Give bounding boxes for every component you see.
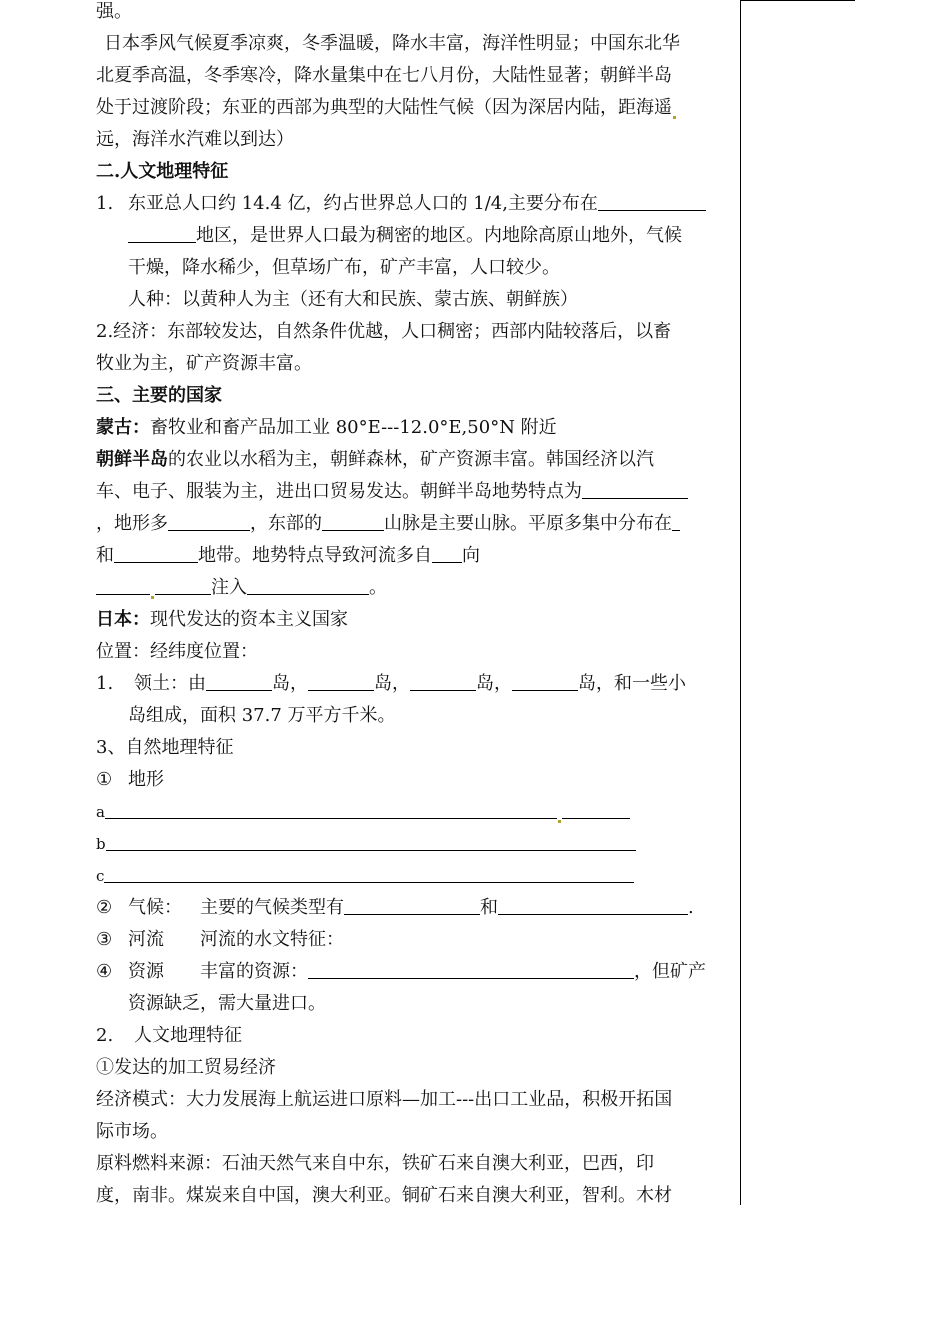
fill-blank[interactable] xyxy=(582,478,688,499)
marker-dot xyxy=(673,116,676,119)
text-line: 干燥，降水稀少，但草场广布，矿产丰富，人口较少。 xyxy=(128,257,560,278)
text-line: 车、电子、服装为主，进出口贸易发达。朝鲜半岛地势特点为 xyxy=(96,476,732,508)
text-line: 资源缺乏，需大量进口。 xyxy=(128,993,326,1014)
text-line: 际市场。 xyxy=(96,1121,168,1142)
document-body xyxy=(96,0,732,1212)
right-margin-rule xyxy=(740,0,741,1205)
text-line: ①发达的加工贸易经济 xyxy=(96,1057,276,1078)
text-line: 强。 xyxy=(96,1,132,22)
text-line: 岛组成，面积 37.7 万平方千米。 xyxy=(128,705,396,726)
fill-blank[interactable] xyxy=(96,574,150,595)
fill-blank[interactable] xyxy=(598,190,706,211)
text-line: 1. 领土：由 岛， 岛， 岛， 岛，和一些小 xyxy=(96,668,732,700)
section-heading: 三、主要的国家 xyxy=(96,385,222,406)
fill-blank[interactable] xyxy=(128,222,196,243)
fill-blank[interactable] xyxy=(322,510,384,531)
fill-blank[interactable] xyxy=(512,670,578,691)
text-line: 远，海洋水汽难以到达） xyxy=(96,129,294,150)
text-line: 和 地带。地势特点导致河流多自 向 xyxy=(96,540,732,572)
text-line: ④ 资源 丰富的资源： ，但矿产 xyxy=(96,956,732,988)
fill-blank[interactable] xyxy=(672,510,680,531)
fill-blank[interactable] xyxy=(308,958,634,979)
text-line: 朝鲜半岛的农业以水稻为主，朝鲜森林，矿产资源丰富。韩国经济以汽 xyxy=(96,449,654,470)
text-line: 位置：经纬度位置： xyxy=(96,641,258,662)
text-line: 1. 东亚总人口约 14.4 亿，约占世界总人口的 1/4,主要分布在 xyxy=(96,188,732,220)
text-line: ③ 河流 河流的水文特征： xyxy=(96,929,344,950)
text-line: 蒙古：畜牧业和畜产品加工业 80°E---12.0°E,50°N 附近 xyxy=(96,417,557,438)
text-line: 度，南非。煤炭来自中国，澳大利亚。铜矿石来自澳大利亚，智利。木材 xyxy=(96,1185,672,1206)
top-margin-rule xyxy=(740,0,855,1)
text-line: 人种：以黄种人为主（还有大和民族、蒙古族、朝鲜族） xyxy=(128,289,578,310)
section-heading: 2. 人文地理特征 xyxy=(96,1025,242,1046)
fill-blank[interactable] xyxy=(247,574,369,595)
answer-line-c: c xyxy=(96,860,732,892)
text-line: 日本季风气候夏季凉爽，冬季温暖，降水丰富，海洋性明显；中国东北华 xyxy=(104,33,680,54)
fill-blank[interactable] xyxy=(168,510,250,531)
fill-blank[interactable] xyxy=(105,804,557,819)
answer-line-b: b xyxy=(96,828,732,860)
section-heading: 3、自然地理特征 xyxy=(96,737,234,758)
marker-dot xyxy=(558,820,561,823)
fill-blank[interactable] xyxy=(562,804,630,819)
text-line: ① 地形 xyxy=(96,769,164,790)
text-line: 牧业为主，矿产资源丰富。 xyxy=(96,353,312,374)
text-line: ，地形多 ，东部的 山脉是主要山脉。平原多集中分布在 xyxy=(96,508,732,540)
marker-dot xyxy=(151,596,154,599)
fill-blank[interactable] xyxy=(206,670,272,691)
text-line: 注入 。 xyxy=(96,572,732,604)
text-line: ② 气候： 主要的气候类型有 和 . xyxy=(96,892,732,924)
fill-blank[interactable] xyxy=(104,868,634,883)
text-line: 日本：现代发达的资本主义国家 xyxy=(96,609,348,630)
fill-blank[interactable] xyxy=(432,542,462,563)
fill-blank[interactable] xyxy=(308,670,374,691)
fill-blank[interactable] xyxy=(498,894,688,915)
text-line: 地区，是世界人口最为稠密的地区。内地除高原山地外，气候 xyxy=(96,220,732,252)
answer-line-a: a xyxy=(96,796,732,828)
text-line: 北夏季高温，冬季寒冷，降水量集中在七八月份，大陆性显著；朝鲜半岛 xyxy=(96,65,672,86)
fill-blank[interactable] xyxy=(114,542,198,563)
fill-blank[interactable] xyxy=(155,574,211,595)
text-line: 原料燃料来源：石油天然气来自中东，铁矿石来自澳大利亚，巴西，印 xyxy=(96,1153,654,1174)
fill-blank[interactable] xyxy=(410,670,476,691)
section-heading: 二.人文地理特征 xyxy=(96,161,229,182)
fill-blank[interactable] xyxy=(344,894,480,915)
text-line: 2.经济：东部较发达，自然条件优越，人口稠密；西部内陆较落后，以畜 xyxy=(96,321,672,342)
text-line: 处于过渡阶段；东亚的西部为典型的大陆性气候（因为深居内陆，距海遥 xyxy=(96,92,732,124)
fill-blank[interactable] xyxy=(106,836,636,851)
text-line: 经济模式：大力发展海上航运进口原料—加工---出口工业品，积极开拓国 xyxy=(96,1089,673,1110)
